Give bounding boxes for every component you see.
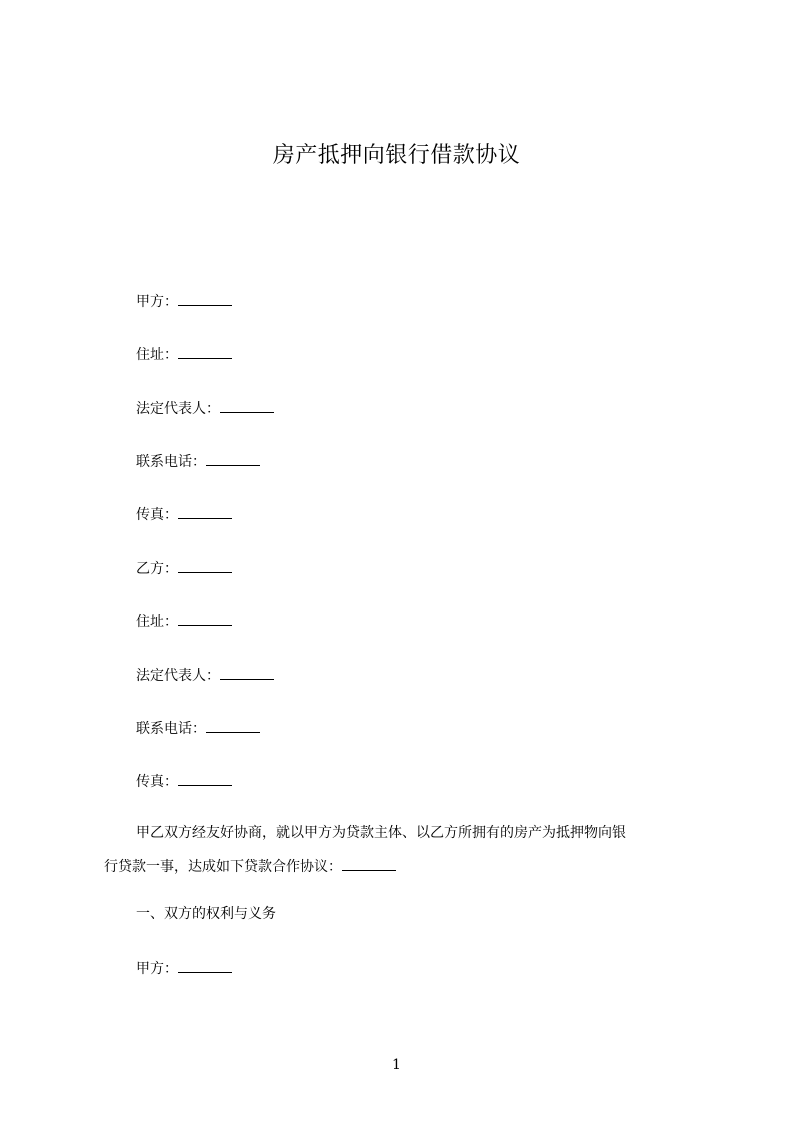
party-a-address-label: 住址： [136, 347, 178, 363]
party-b-legal-rep-blank [220, 665, 274, 680]
section-1-party-a-field [136, 958, 232, 979]
party-b-fax-label: 传真： [136, 774, 178, 790]
party-b-phone-blank [206, 718, 260, 733]
party-b-blank [178, 558, 232, 573]
section-heading: 一、双方的权利与义务 [136, 906, 276, 922]
party-b-fax-blank [178, 771, 232, 786]
party-a-phone-blank [206, 451, 260, 466]
intro-blank [342, 856, 396, 871]
page-number: 1 [392, 1057, 401, 1073]
party-b-phone-field [136, 718, 260, 739]
party-a-phone-label: 联系电话： [136, 454, 206, 470]
document-title: 房产抵押向银行借款协议 [272, 143, 521, 168]
party-b-label: 乙方： [136, 561, 178, 577]
party-a-fax-blank [178, 504, 232, 519]
party-b-legal-rep-field [136, 665, 274, 686]
party-b-fax-field [136, 771, 232, 792]
party-a-address-blank [178, 344, 232, 359]
party-a-legal-rep-blank [220, 398, 274, 413]
section-1-party-a-label: 甲方： [136, 961, 178, 977]
party-a-blank [178, 291, 232, 306]
party-b-legal-rep-label: 法定代表人： [136, 668, 220, 684]
intro-line-1 [104, 816, 704, 850]
intro-line-1-text: 甲乙双方经友好协商，就以甲方为贷款主体、以乙方所拥有的房产为抵押物向银 [136, 825, 626, 841]
party-a-phone-field [136, 451, 260, 472]
party-b-address-field [136, 611, 232, 632]
party-b-address-label: 住址： [136, 614, 178, 630]
intro-paragraph [104, 816, 704, 884]
party-a-fax-label: 传真： [136, 507, 178, 523]
party-a-label: 甲方： [136, 294, 178, 310]
party-a-legal-rep-label: 法定代表人： [136, 401, 220, 417]
party-a-fax-field [136, 504, 232, 525]
intro-line-2 [104, 850, 704, 884]
section-1-party-a-blank [178, 958, 232, 973]
intro-line-2-text: 行贷款一事，达成如下贷款合作协议： [104, 859, 342, 875]
party-b-phone-label: 联系电话： [136, 721, 206, 737]
party-a-address-field [136, 344, 232, 365]
party-a-legal-rep-field [136, 398, 274, 419]
party-a-field [136, 291, 232, 312]
party-b-field [136, 558, 232, 579]
party-b-address-blank [178, 611, 232, 626]
